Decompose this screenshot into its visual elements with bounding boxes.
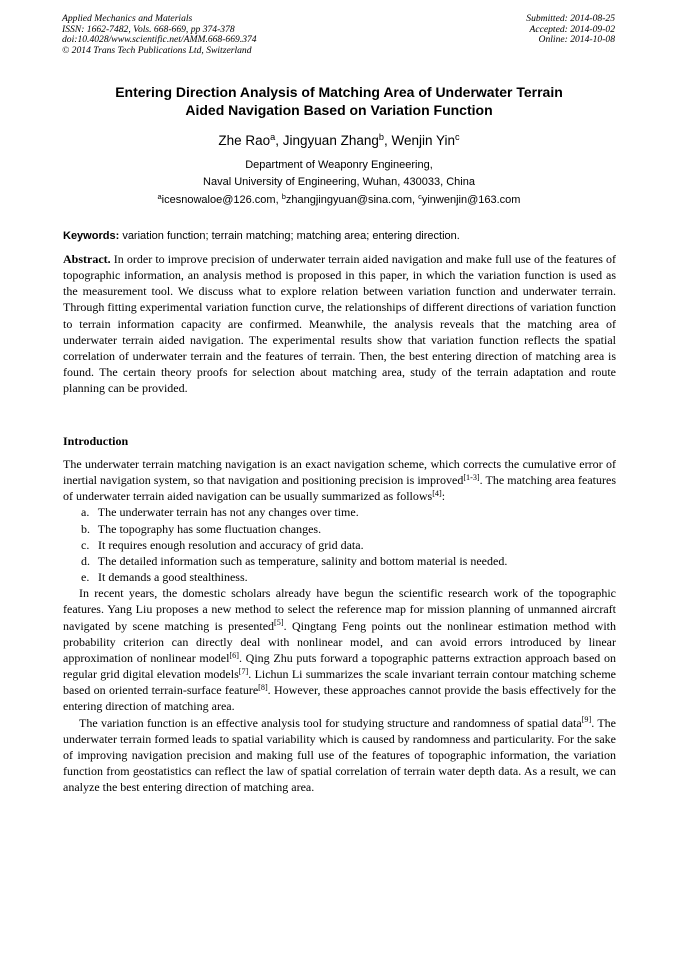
author-separator: , xyxy=(275,133,283,148)
online-date: Online: 2014-10-08 xyxy=(538,34,615,46)
introduction-body xyxy=(63,456,616,795)
abstract xyxy=(63,251,616,396)
email-superscript: a xyxy=(157,192,162,202)
list-item xyxy=(63,553,616,569)
title-line-2: Aided Navigation Based on Variation Function xyxy=(185,102,493,118)
issn-line: ISSN: 1662-7482, Vols. 668-669, pp 374-378 xyxy=(62,23,235,35)
intro-paragraph-3 xyxy=(63,715,616,796)
author-superscript: a xyxy=(270,132,276,143)
citation: [9] xyxy=(581,715,592,725)
list-item xyxy=(63,569,616,585)
author-superscript: c xyxy=(455,132,460,143)
intro-text: . Lichun Li summarizes the scale invariant terrain contour matching scheme based on oriented terrain-surface feature xyxy=(63,667,616,698)
intro-text: The variation function is an effective analysis tool for studying structure and randomness of spatial data xyxy=(79,715,582,730)
citation: [4] xyxy=(432,489,442,499)
section-heading-introduction: Introduction xyxy=(63,434,129,448)
abstract-label: Abstract. xyxy=(63,252,111,266)
journal-header xyxy=(62,14,392,56)
citation: [7] xyxy=(238,666,249,676)
email-address[interactable]: icesnowaloe@126.com xyxy=(161,194,276,206)
email-list xyxy=(40,193,638,207)
email-superscript: b xyxy=(281,192,286,202)
email-address[interactable]: zhangjingyuan@sina.com xyxy=(285,194,412,206)
email-separator: , xyxy=(412,194,419,206)
list-text: It demands a good stealthiness. xyxy=(98,570,248,585)
intro-text: In recent years, the domestic scholars already have begun the scientific research work of the topographic features. Yang Liu proposes a new method to select the reference map for mission planning of unmanned aircraft navigated by scene matching is presented xyxy=(63,586,616,633)
submitted-date: Submitted: 2014-08-25 xyxy=(526,13,615,24)
intro-text: : xyxy=(441,489,446,504)
list-text: It requires enough resolution and accuracy of grid data. xyxy=(98,537,364,552)
author-separator: , xyxy=(383,133,392,148)
intro-text: . However, these approaches cannot provide the basis effectively for the entering direction of matching area. xyxy=(63,683,616,714)
email-superscript: c xyxy=(418,192,422,202)
intro-paragraph-2 xyxy=(63,585,616,714)
list-text: The detailed information such as temperature, salinity and bottom material is needed. xyxy=(97,553,508,568)
author-superscript: b xyxy=(378,132,384,143)
list-item xyxy=(63,504,616,520)
citation: [1-3] xyxy=(463,473,480,483)
list-label: c. xyxy=(81,537,90,552)
list-text: The topography has some fluctuation changes. xyxy=(97,521,322,536)
affiliation-line-1: Department of Weaponry Engineering, xyxy=(245,159,433,171)
keywords-label: Keywords: xyxy=(63,230,120,242)
accepted-date: Accepted: 2014-09-02 xyxy=(529,23,615,35)
intro-text: . Qing Zhu puts forward a topographic patterns extraction approach based on regular grid digital elevation models xyxy=(63,650,617,682)
list-label: d. xyxy=(81,553,90,568)
title-line-1: Entering Direction Analysis of Matching Area of Underwater Terrain xyxy=(115,84,563,100)
copyright-line: © 2014 Trans Tech Publications Ltd, Switzerland xyxy=(62,44,252,56)
list-label: b. xyxy=(81,521,90,536)
doi-line: doi:10.4028/www.scientific.net/AMM.668-669.374 xyxy=(62,34,257,46)
list-label: e. xyxy=(81,570,90,585)
citation: [5] xyxy=(274,618,284,628)
journal-name: Applied Mechanics and Materials xyxy=(62,13,193,24)
author-name: Jingyuan Zhang xyxy=(282,133,379,148)
paper-title xyxy=(40,83,638,119)
author-list xyxy=(40,133,638,149)
author-name: Wenjin Yin xyxy=(391,133,456,148)
keywords-text: variation function; terrain matching; matching area; entering direction. xyxy=(122,230,460,242)
list-item xyxy=(63,521,616,537)
affiliation-line-2: Naval University of Engineering, Wuhan, 430033, China xyxy=(203,175,475,188)
intro-text: The underwater terrain matching navigation is an exact navigation scheme, which corrects the cumulative error of inertial navigation system, so that navigation and positioning precision is improved xyxy=(63,457,616,488)
abstract-text: In order to improve precision of underwater terrain aided navigation and make full use of the features of topographic information, an analysis method is proposed in this paper, in which the variation function is used as the measurement tool. We discuss what to explore relation between variation function and underwater terrain. Through fitting experimental variation function curve, the relationships of different directions of variation function to terrain information capacity are confirmed. Meanwhile, the analysis reveals that the matching area of underwater terrain aided navigation. The experimental results show that variation function reflects the spatial correlation of underwater terrain and the features of terrain. Then, the best entering direction of matching area is found. The certain theory proofs for selection about matching area, study of the terrain adaptation and route planning can be provided. xyxy=(63,252,616,396)
author-name: Zhe Rao xyxy=(218,133,271,148)
email-separator: , xyxy=(275,194,282,206)
list-label: a. xyxy=(81,505,90,520)
intro-text: . The underwater terrain formed leads to spatial variability which is caused by randomness and particularity. For the sake of improving navigation precision and making full use of the features of topographic information, the variation function from geostatistics can reflect the law of spatial correlation of terrain water depth data. As a result, we can analyze the best entering direction of matching area. xyxy=(63,715,616,795)
citation: [6] xyxy=(229,650,239,660)
affiliation xyxy=(40,157,638,190)
intro-text: . Qingtang Feng points out the nonlinear estimation method with probability criterion can directly deal with nonlinear model, and can avoid errors introduced by linear approximation of nonlinear model xyxy=(63,618,616,665)
intro-paragraph-1 xyxy=(63,456,616,504)
list-item xyxy=(63,537,616,553)
dates-header xyxy=(415,14,615,46)
intro-text: . The matching area features of underwater terrain aided navigation can be usually summarized as follows xyxy=(63,473,616,504)
list-text: The underwater terrain has not any changes over time. xyxy=(97,505,359,520)
email-address[interactable]: yinwenjin@163.com xyxy=(421,194,521,206)
keywords xyxy=(63,229,616,243)
citation: [8] xyxy=(258,683,268,693)
